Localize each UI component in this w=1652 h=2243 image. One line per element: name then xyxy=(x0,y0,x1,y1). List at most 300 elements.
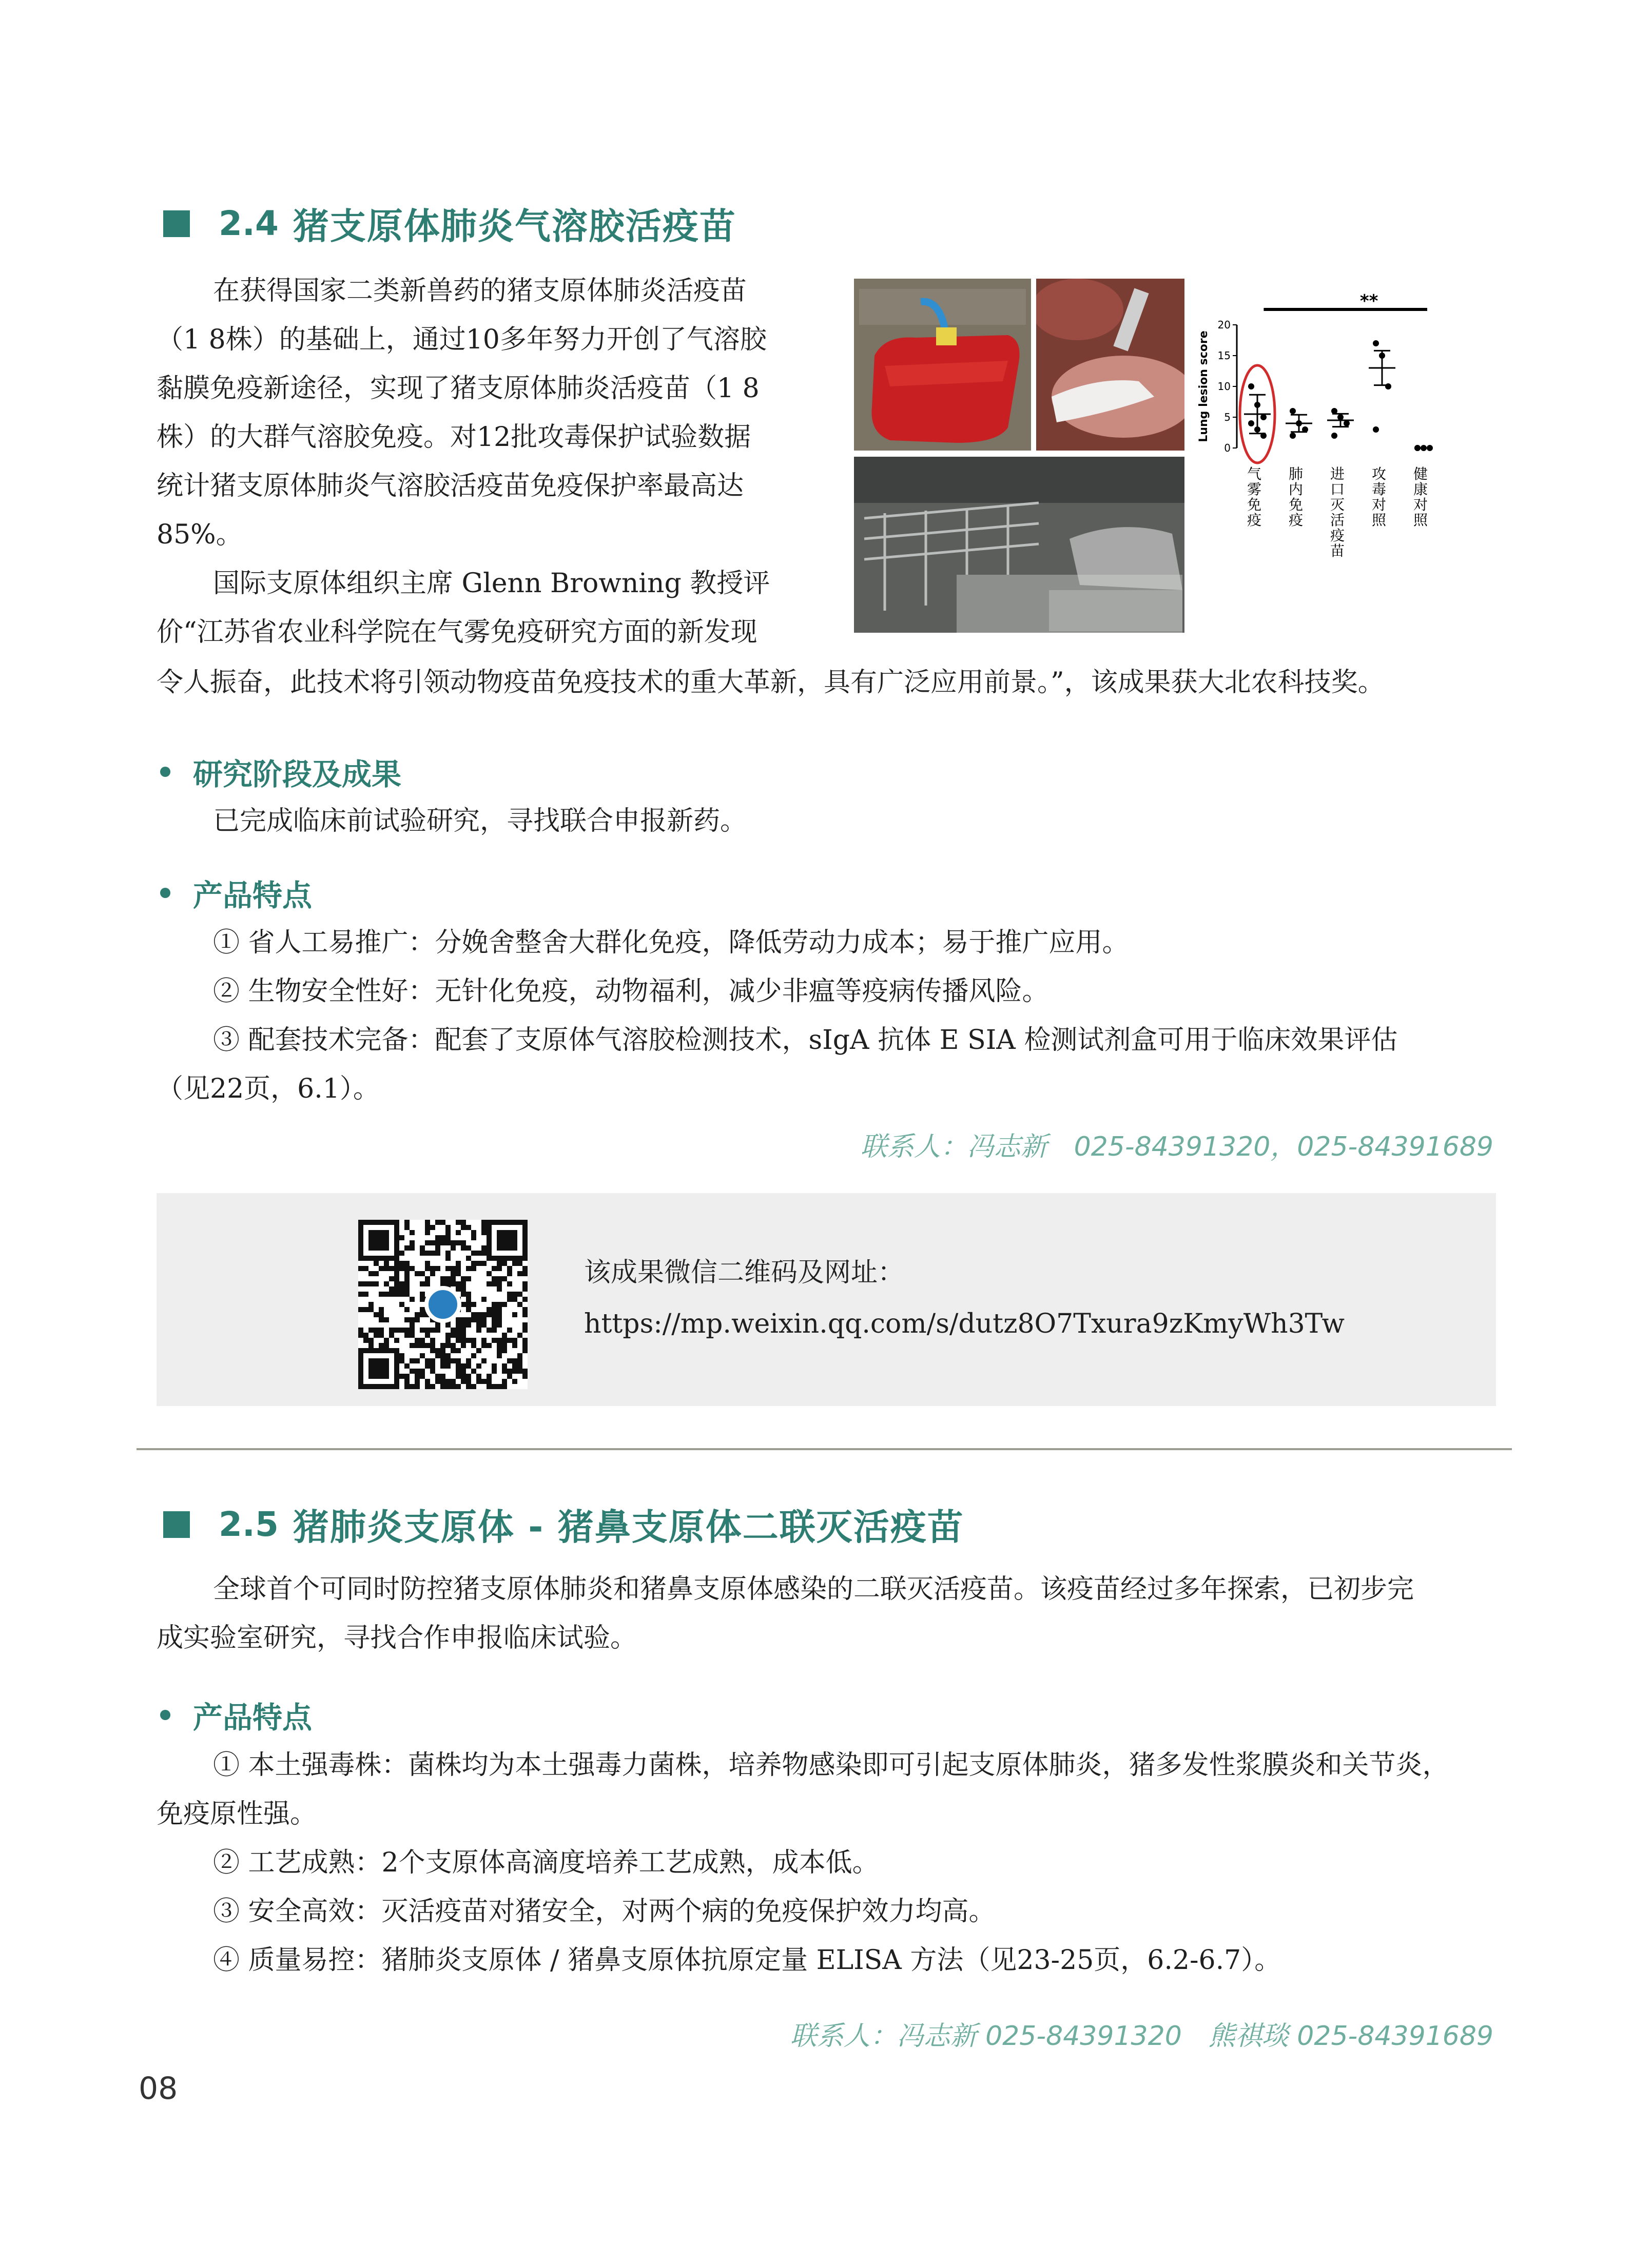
qr-module xyxy=(445,1276,451,1281)
qr-module xyxy=(522,1271,528,1276)
data-point xyxy=(1414,445,1421,451)
qr-module xyxy=(492,1322,497,1328)
qr-module xyxy=(471,1312,476,1317)
qr-module xyxy=(497,1322,502,1328)
qr-module xyxy=(394,1266,399,1271)
qr-module xyxy=(522,1343,528,1348)
qr-module xyxy=(435,1328,440,1333)
qr-module xyxy=(497,1286,502,1292)
qr-module xyxy=(415,1312,420,1317)
qr-module xyxy=(471,1251,476,1256)
qr-module xyxy=(492,1328,497,1333)
qr-module xyxy=(425,1240,430,1245)
data-point xyxy=(1254,426,1260,433)
x-category-label: 进 xyxy=(1330,465,1345,482)
qr-module xyxy=(466,1245,471,1251)
qr-module xyxy=(363,1292,368,1297)
qr-module xyxy=(415,1369,420,1374)
qr-module xyxy=(487,1384,492,1389)
qr-module xyxy=(415,1271,420,1276)
qr-module xyxy=(517,1333,522,1338)
qr-module xyxy=(404,1379,410,1384)
bullet-dot-icon xyxy=(160,1710,170,1720)
qr-module xyxy=(481,1343,487,1348)
qr-module xyxy=(481,1322,487,1328)
qr-module xyxy=(394,1271,399,1276)
x-category-label: 免 xyxy=(1288,496,1304,513)
qr-code-icon[interactable] xyxy=(358,1220,528,1389)
qr-module xyxy=(425,1281,430,1286)
qr-module xyxy=(456,1261,461,1266)
qr-module xyxy=(420,1312,425,1317)
qr-module xyxy=(389,1328,394,1333)
qr-module xyxy=(456,1384,461,1389)
qr-module xyxy=(481,1225,487,1230)
qr-module xyxy=(481,1245,487,1251)
qr-module xyxy=(435,1240,440,1245)
qr-module xyxy=(404,1317,410,1322)
qr-module xyxy=(368,1302,374,1307)
qr-module xyxy=(471,1384,476,1389)
qr-module xyxy=(415,1379,420,1384)
data-point xyxy=(1385,383,1391,389)
qr-module xyxy=(440,1343,445,1348)
qr-module xyxy=(404,1363,410,1369)
qr-module xyxy=(425,1384,430,1389)
qr-module xyxy=(410,1322,415,1328)
qr-module xyxy=(461,1322,466,1328)
qr-module xyxy=(481,1312,487,1317)
feature-item: （见22页，6.1）。 xyxy=(157,1074,380,1104)
qr-module xyxy=(492,1317,497,1322)
qr-module xyxy=(389,1276,394,1281)
qr-module xyxy=(476,1251,481,1256)
features-list xyxy=(157,919,1501,1114)
intro-line: 成实验室研究，寻找合作申报临床试验。 xyxy=(157,1623,637,1653)
section-2-5-intro xyxy=(157,1565,1501,1663)
qr-module xyxy=(512,1379,517,1384)
qr-module xyxy=(466,1363,471,1369)
qr-module xyxy=(399,1353,404,1358)
qr-module xyxy=(502,1261,507,1266)
section-title: 猪肺炎支原体 - 猪鼻支原体二联灭活疫苗 xyxy=(293,1506,964,1548)
qr-module xyxy=(394,1328,399,1333)
qr-module xyxy=(430,1384,435,1389)
x-category-label: 苗 xyxy=(1330,542,1345,559)
qr-module xyxy=(399,1292,404,1297)
intro-line: 黏膜免疫新途径，实现了猪支原体肺炎活疫苗（1 8 xyxy=(157,373,760,404)
qr-module xyxy=(456,1348,461,1353)
qr-module xyxy=(497,1348,502,1353)
qr-module xyxy=(466,1276,471,1281)
page-number: 08 xyxy=(139,2071,178,2107)
intro-line: 在获得国家二类新兽药的猪支原体肺炎活疫苗 xyxy=(213,276,747,306)
intro-line: 全球首个可同时防控猪支原体肺炎和猪鼻支原体感染的二联灭活疫苗。该疫苗经过多年探索，已初步完 xyxy=(213,1574,1414,1605)
qr-module xyxy=(502,1348,507,1353)
qr-module xyxy=(456,1358,461,1363)
qr-module xyxy=(420,1307,425,1312)
qr-module xyxy=(425,1276,430,1281)
qr-module xyxy=(456,1369,461,1374)
data-point xyxy=(1331,408,1337,414)
qr-module xyxy=(476,1379,481,1384)
qr-module xyxy=(461,1328,466,1333)
qr-module xyxy=(471,1266,476,1271)
qr-module xyxy=(461,1374,466,1379)
qr-module xyxy=(522,1297,528,1302)
qr-module xyxy=(456,1220,461,1225)
qr-module xyxy=(502,1338,507,1343)
qr-module xyxy=(420,1328,425,1333)
qr-module xyxy=(476,1328,481,1333)
stage-text: 已完成临床前试验研究，寻找联合申报新药。 xyxy=(213,806,747,836)
lung-lesion-chart xyxy=(1196,279,1442,597)
qr-finder xyxy=(368,1230,389,1251)
qr-module xyxy=(466,1225,471,1230)
x-category-label: 肺 xyxy=(1288,465,1304,482)
qr-module xyxy=(512,1358,517,1363)
qr-module xyxy=(404,1286,410,1292)
qr-module xyxy=(445,1363,451,1369)
qr-module xyxy=(487,1328,492,1333)
stage-heading xyxy=(160,750,401,793)
qr-module xyxy=(363,1307,368,1312)
qr-module xyxy=(492,1307,497,1312)
qr-module xyxy=(425,1379,430,1384)
section-2-5-heading xyxy=(163,1498,964,1550)
section-2-4-heading xyxy=(163,198,736,249)
qr-module xyxy=(451,1240,456,1245)
qr-module xyxy=(451,1281,456,1286)
x-category-label: 照 xyxy=(1413,512,1428,529)
qr-module xyxy=(389,1266,394,1271)
data-point xyxy=(1290,408,1296,414)
qr-module xyxy=(502,1302,507,1307)
qr-module xyxy=(481,1379,487,1384)
qr-module xyxy=(497,1338,502,1343)
qr-module xyxy=(440,1348,445,1353)
qr-module xyxy=(425,1261,430,1266)
qr-module xyxy=(420,1245,425,1251)
qr-module xyxy=(502,1343,507,1348)
qr-module xyxy=(507,1374,512,1379)
qr-module xyxy=(368,1307,374,1312)
qr-module xyxy=(492,1338,497,1343)
qr-module xyxy=(451,1333,456,1338)
qr-module xyxy=(410,1240,415,1245)
data-point xyxy=(1344,420,1350,426)
qr-module xyxy=(522,1266,528,1271)
qr-module xyxy=(445,1379,451,1384)
qr-module xyxy=(451,1271,456,1276)
qr-module xyxy=(502,1369,507,1374)
qr-module xyxy=(461,1276,466,1281)
qr-module xyxy=(440,1379,445,1384)
qr-module xyxy=(445,1322,451,1328)
qr-module xyxy=(404,1292,410,1297)
qr-module xyxy=(492,1276,497,1281)
qr-module xyxy=(404,1281,410,1286)
qr-module xyxy=(445,1266,451,1271)
qr-module xyxy=(399,1374,404,1379)
qr-module xyxy=(379,1312,384,1317)
qr-module xyxy=(399,1286,404,1292)
qr-module xyxy=(363,1338,368,1343)
section-number: 2.5 xyxy=(219,1505,279,1544)
qr-module xyxy=(466,1302,471,1307)
x-category-label: 照 xyxy=(1371,512,1387,529)
qr-module xyxy=(374,1312,379,1317)
qr-module xyxy=(522,1374,528,1379)
qr-module xyxy=(430,1358,435,1363)
qr-module xyxy=(384,1266,389,1271)
qr-module xyxy=(440,1220,445,1225)
qr-module xyxy=(456,1281,461,1286)
qr-module xyxy=(492,1312,497,1317)
qr-module xyxy=(497,1266,502,1271)
feature-item: ③ 配套技术完备：配套了支原体气溶胶检测技术，sIgA 抗体 E SIA 检测试剂盒可用于临床效果评估 xyxy=(213,1025,1398,1056)
y-tick-label: 10 xyxy=(1217,380,1231,393)
qr-module xyxy=(481,1338,487,1343)
qr-module xyxy=(440,1374,445,1379)
qr-module xyxy=(420,1343,425,1348)
qr-module xyxy=(461,1225,466,1230)
qr-module xyxy=(410,1297,415,1302)
qr-module xyxy=(399,1266,404,1271)
qr-module xyxy=(363,1333,368,1338)
x-category-label: 灭 xyxy=(1330,496,1345,513)
qr-module xyxy=(512,1343,517,1348)
photo-aerosol-device xyxy=(854,279,1031,451)
qr-module xyxy=(492,1384,497,1389)
feature-item: ① 省人工易推广：分娩舍整舍大群化免疫，降低劳动力成本；易于推广应用。 xyxy=(213,927,1129,958)
qr-module xyxy=(451,1384,456,1389)
qr-module xyxy=(384,1281,389,1286)
section-divider xyxy=(137,1448,1512,1450)
qr-module xyxy=(461,1343,466,1348)
qr-module xyxy=(394,1286,399,1292)
qr-module xyxy=(430,1328,435,1333)
qr-module xyxy=(425,1343,430,1348)
qr-module xyxy=(497,1343,502,1348)
qr-url[interactable]: https://mp.weixin.qq.com/s/dutz8O7Txura9zKmyWh3Tw xyxy=(584,1309,1345,1339)
qr-module xyxy=(456,1363,461,1369)
x-category-label: 疫 xyxy=(1288,512,1304,529)
intro-line: 株）的大群气溶胶免疫。对12批攻毒保护试验数据 xyxy=(157,422,751,453)
qr-module xyxy=(522,1312,528,1317)
qr-module xyxy=(374,1261,379,1266)
qr-module xyxy=(522,1281,528,1286)
heading-square-icon xyxy=(163,210,190,237)
qr-module xyxy=(517,1369,522,1374)
qr-module xyxy=(512,1261,517,1266)
qr-module xyxy=(512,1292,517,1297)
qr-module xyxy=(358,1281,363,1286)
x-category-label: 雾 xyxy=(1247,481,1262,498)
y-tick-label: 20 xyxy=(1217,319,1231,331)
qr-module xyxy=(507,1271,512,1276)
qr-module xyxy=(430,1240,435,1245)
qr-module xyxy=(456,1317,461,1322)
qr-module xyxy=(440,1384,445,1389)
qr-module xyxy=(425,1230,430,1235)
qr-module xyxy=(522,1338,528,1343)
qr-module xyxy=(430,1338,435,1343)
qr-module xyxy=(420,1271,425,1276)
data-point xyxy=(1248,420,1254,426)
intro-line: 令人振奋，此技术将引领动物疫苗免疫技术的重大革新，具有广泛应用前景。”，该成果获大北农科技奖。 xyxy=(157,667,1385,698)
qr-module xyxy=(512,1297,517,1302)
qr-module xyxy=(502,1333,507,1338)
data-point xyxy=(1427,445,1433,451)
qr-module xyxy=(358,1307,363,1312)
qr-module xyxy=(497,1276,502,1281)
qr-module xyxy=(456,1374,461,1379)
qr-module xyxy=(430,1225,435,1230)
x-category-label: 免 xyxy=(1247,496,1262,513)
qr-module xyxy=(379,1266,384,1271)
qr-module xyxy=(502,1363,507,1369)
qr-module xyxy=(445,1343,451,1348)
qr-module xyxy=(466,1317,471,1322)
features-heading xyxy=(160,1693,312,1737)
data-point xyxy=(1421,445,1427,451)
qr-module xyxy=(487,1312,492,1317)
qr-module xyxy=(379,1328,384,1333)
section-title: 猪支原体肺炎气溶胶活疫苗 xyxy=(293,205,736,247)
qr-module xyxy=(404,1333,410,1338)
qr-module xyxy=(466,1374,471,1379)
qr-module xyxy=(522,1307,528,1312)
qr-module xyxy=(512,1312,517,1317)
qr-module xyxy=(358,1333,363,1338)
qr-module xyxy=(456,1333,461,1338)
qr-module xyxy=(461,1379,466,1384)
significance-label: ** xyxy=(1359,291,1378,311)
qr-module xyxy=(466,1322,471,1328)
qr-module xyxy=(461,1333,466,1338)
qr-module xyxy=(415,1317,420,1322)
qr-module xyxy=(384,1261,389,1266)
qr-module xyxy=(410,1317,415,1322)
qr-module xyxy=(451,1245,456,1251)
qr-module xyxy=(394,1261,399,1266)
qr-module xyxy=(435,1348,440,1353)
x-category-label: 对 xyxy=(1413,496,1428,513)
qr-module xyxy=(461,1302,466,1307)
qr-module xyxy=(451,1328,456,1333)
qr-module xyxy=(502,1276,507,1281)
qr-module xyxy=(445,1251,451,1256)
qr-module xyxy=(492,1266,497,1271)
qr-module xyxy=(466,1379,471,1384)
qr-module xyxy=(517,1353,522,1358)
x-category-label: 毒 xyxy=(1371,481,1387,498)
qr-module xyxy=(430,1271,435,1276)
qr-module xyxy=(497,1281,502,1286)
qr-module xyxy=(425,1363,430,1369)
qr-module xyxy=(435,1322,440,1328)
features-heading-label: 产品特点 xyxy=(193,1700,313,1735)
qr-module xyxy=(435,1353,440,1358)
section-2-4-intro xyxy=(157,267,824,657)
qr-module xyxy=(420,1338,425,1343)
qr-module xyxy=(456,1240,461,1245)
qr-module xyxy=(394,1338,399,1343)
qr-module xyxy=(379,1307,384,1312)
qr-module xyxy=(440,1353,445,1358)
qr-module xyxy=(404,1266,410,1271)
qr-module xyxy=(471,1235,476,1240)
qr-module xyxy=(451,1343,456,1348)
photo-pig-inhalation xyxy=(1036,279,1184,451)
qr-module xyxy=(368,1271,374,1276)
qr-module xyxy=(430,1251,435,1256)
qr-module xyxy=(379,1292,384,1297)
intro-line: 统计猪支原体肺炎气溶胶活疫苗免疫保护率最高达 xyxy=(157,471,744,501)
qr-module xyxy=(384,1317,389,1322)
qr-module xyxy=(425,1251,430,1256)
qr-module xyxy=(471,1369,476,1374)
feature-item: ① 本土强毒株：菌株均为本土强毒力菌株，培养物感染即可引起支原体肺炎，猪多发性浆膜炎和关节炎， xyxy=(213,1750,1449,1781)
qr-module xyxy=(522,1322,528,1328)
qr-module xyxy=(476,1261,481,1266)
qr-module xyxy=(410,1358,415,1363)
qr-module xyxy=(445,1384,451,1389)
qr-module xyxy=(471,1353,476,1358)
y-tick-label: 0 xyxy=(1224,442,1231,454)
intro-line: 国际支原体组织主席 Glenn Browning 教授评 xyxy=(213,568,770,599)
qr-module xyxy=(502,1379,507,1384)
qr-module xyxy=(435,1220,440,1225)
qr-module xyxy=(404,1245,410,1251)
qr-module xyxy=(415,1358,420,1363)
qr-module xyxy=(399,1235,404,1240)
qr-module xyxy=(384,1292,389,1297)
qr-module xyxy=(445,1256,451,1261)
qr-module xyxy=(471,1317,476,1322)
stage-heading-label: 研究阶段及成果 xyxy=(193,757,402,792)
qr-module xyxy=(445,1235,451,1240)
qr-module xyxy=(507,1266,512,1271)
qr-module xyxy=(461,1363,466,1369)
qr-module xyxy=(487,1379,492,1384)
qr-module xyxy=(440,1363,445,1369)
qr-module xyxy=(399,1281,404,1286)
qr-module xyxy=(487,1307,492,1312)
qr-module xyxy=(497,1307,502,1312)
qr-module xyxy=(476,1374,481,1379)
qr-module xyxy=(430,1369,435,1374)
qr-finder xyxy=(497,1230,517,1251)
qr-module xyxy=(476,1322,481,1328)
qr-module xyxy=(451,1266,456,1271)
qr-module xyxy=(404,1276,410,1281)
qr-module xyxy=(394,1276,399,1281)
qr-module xyxy=(466,1266,471,1271)
qr-module xyxy=(363,1266,368,1271)
qr-module xyxy=(430,1363,435,1369)
qr-module xyxy=(404,1307,410,1312)
qr-module xyxy=(481,1230,487,1235)
qr-label: 该成果微信二维码及网址： xyxy=(584,1257,905,1288)
qr-module xyxy=(445,1281,451,1286)
qr-module xyxy=(456,1286,461,1292)
x-category-label: 疫 xyxy=(1330,527,1345,544)
qr-module xyxy=(445,1225,451,1230)
qr-module xyxy=(471,1261,476,1266)
qr-module xyxy=(487,1271,492,1276)
